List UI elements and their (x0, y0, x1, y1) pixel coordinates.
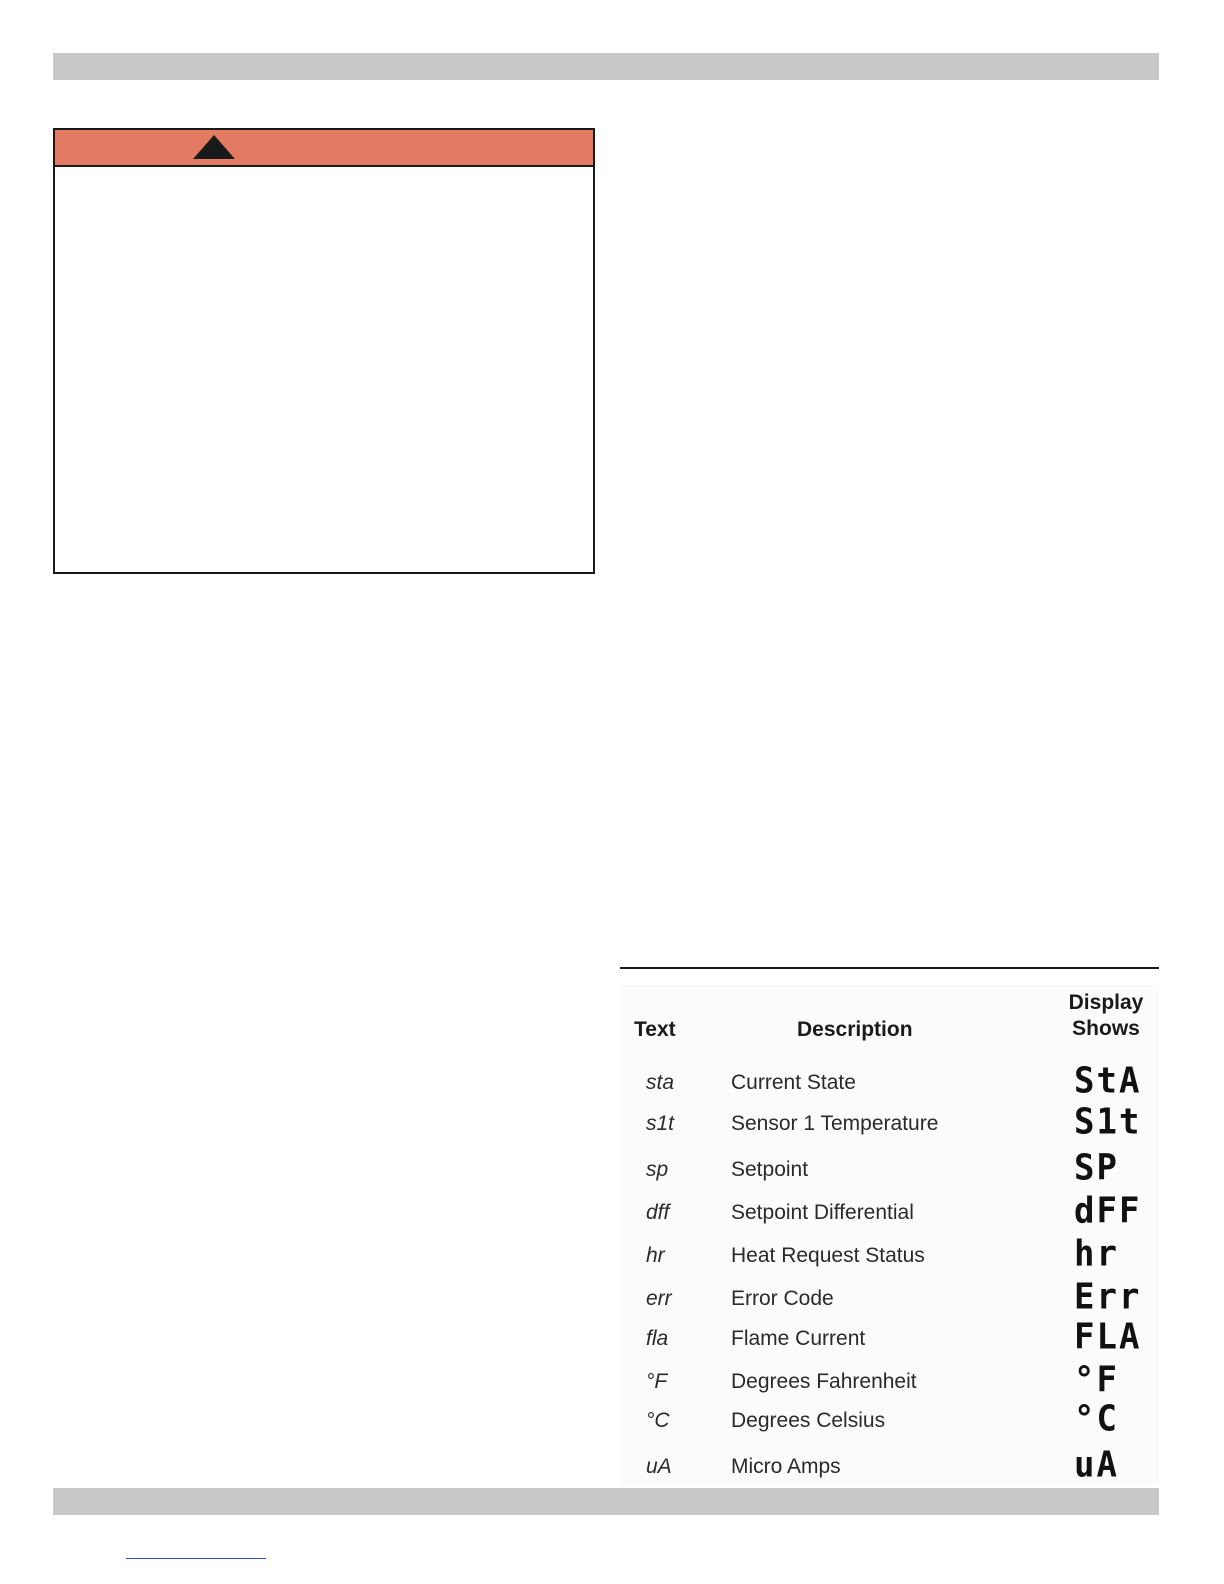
row-text: hr (646, 1244, 665, 1267)
table-row (620, 1398, 1159, 1443)
row-description: Error Code (731, 1287, 834, 1310)
row-display: hr (1074, 1233, 1119, 1275)
table-row (620, 1233, 1159, 1278)
header-display-shows (1060, 990, 1152, 1042)
table-row (620, 1147, 1159, 1192)
header-display-line2: Shows (1072, 1017, 1140, 1040)
table-row (620, 1101, 1159, 1146)
row-display: StA (1074, 1060, 1142, 1102)
table-row (620, 1276, 1159, 1321)
table-row (620, 1060, 1159, 1105)
row-text: uA (646, 1455, 672, 1478)
row-display: FLA (1074, 1316, 1142, 1358)
row-description: Sensor 1 Temperature (731, 1112, 939, 1135)
row-display: S1t (1074, 1101, 1142, 1143)
row-description: Flame Current (731, 1327, 866, 1350)
row-display: °F (1074, 1359, 1119, 1401)
warning-header (55, 130, 593, 167)
row-text: °C (646, 1409, 670, 1432)
row-display: uA (1074, 1444, 1119, 1486)
warning-box (53, 128, 595, 574)
table-row (620, 1316, 1159, 1361)
row-display: dFF (1074, 1190, 1142, 1232)
header-text: Text (634, 1018, 676, 1041)
row-text: °F (646, 1370, 668, 1393)
footer-band (53, 1488, 1159, 1515)
header-band (53, 53, 1159, 80)
row-description: Setpoint (731, 1158, 809, 1181)
header-display-line1: Display (1068, 991, 1144, 1014)
row-text: sp (646, 1158, 669, 1181)
header-description: Description (797, 1018, 913, 1041)
warning-triangle-icon (193, 135, 235, 159)
row-text: err (646, 1287, 672, 1310)
row-text: sta (646, 1071, 675, 1094)
row-description: Degrees Fahrenheit (731, 1370, 917, 1393)
table-row (620, 1444, 1159, 1489)
row-text: fla (646, 1327, 669, 1350)
row-description: Micro Amps (731, 1455, 841, 1478)
row-text: dff (646, 1201, 670, 1224)
footer-link-underline[interactable] (126, 1558, 266, 1559)
row-display: °C (1074, 1398, 1119, 1440)
row-display: Err (1074, 1276, 1142, 1318)
row-text: s1t (646, 1112, 675, 1135)
table-top-rule (620, 967, 1159, 969)
row-display: SP (1074, 1147, 1119, 1189)
row-description: Heat Request Status (731, 1244, 925, 1267)
row-description: Current State (731, 1071, 856, 1094)
display-legend-table (620, 985, 1159, 1485)
row-description: Degrees Celsius (731, 1409, 886, 1432)
table-row (620, 1190, 1159, 1235)
row-description: Setpoint Differential (731, 1201, 914, 1224)
